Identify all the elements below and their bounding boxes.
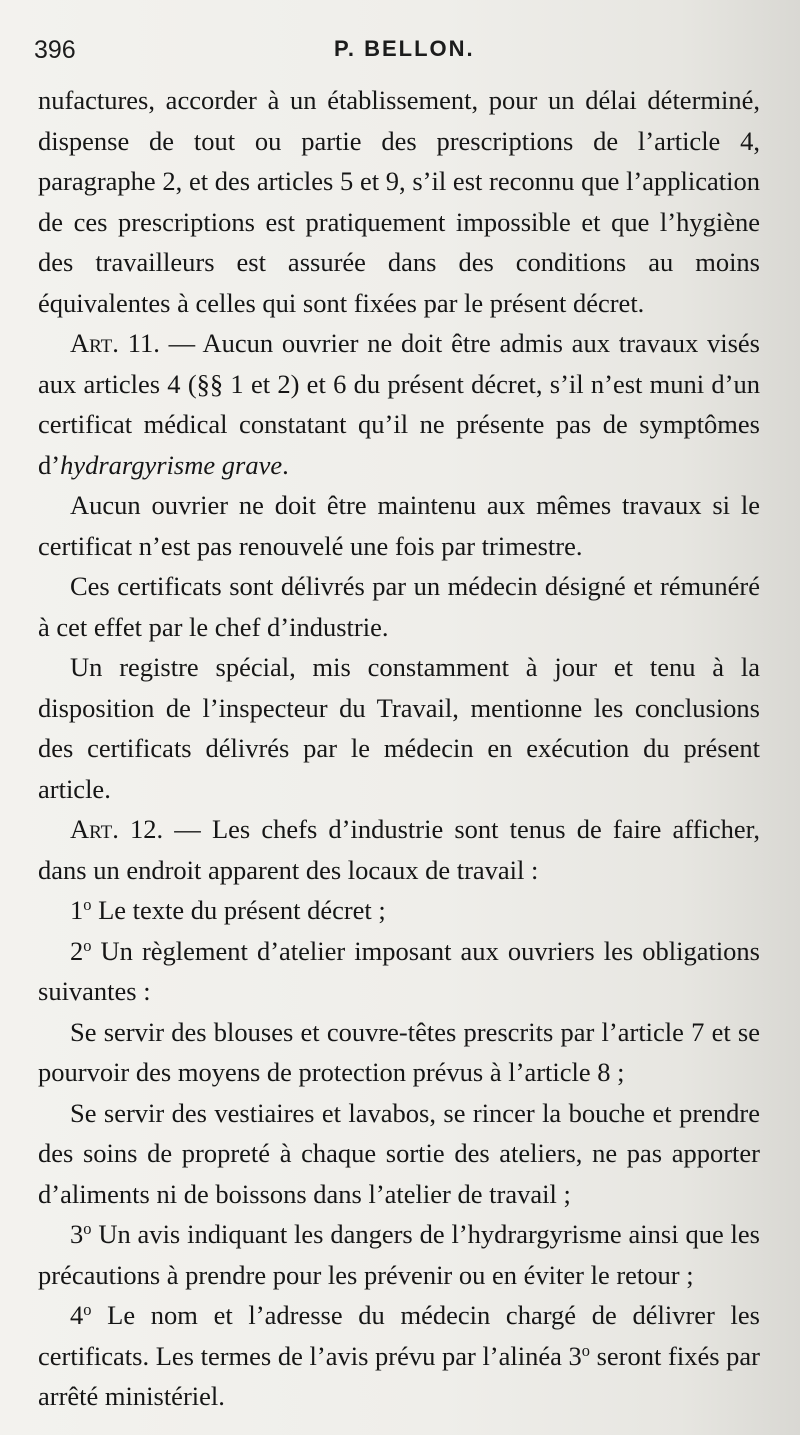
- ordinal-mark: o: [581, 1340, 590, 1360]
- list-item-2: [38, 931, 760, 1012]
- ordinal-mark: o: [83, 935, 92, 955]
- list-item-text: Un avis indiquant les dangers de l’hydrargyrisme ainsi que les précautions à prendre pour les prévenir ou en éviter le retour ;: [38, 1219, 760, 1290]
- list-item-text: Le nom et l’adresse du médecin chargé de délivrer les certificats. Les termes de l’avis prévu par l’alinéa 3: [38, 1300, 760, 1371]
- ordinal-mark: o: [83, 1299, 92, 1319]
- paragraph-blouses: [38, 1012, 760, 1093]
- article-12-label: Art. 12.: [70, 814, 164, 844]
- list-item-number: 2: [70, 935, 84, 966]
- article-11-end: .: [282, 449, 289, 480]
- paragraph-certificates: [38, 566, 760, 647]
- list-item-number: 4: [70, 1300, 84, 1330]
- list-item-end: seront fixés par arrêté ministériel.: [38, 1340, 760, 1411]
- page-number: 396: [34, 36, 76, 64]
- list-item-text: Un règlement d’atelier imposant aux ouvriers les obligations suivantes :: [38, 935, 760, 1006]
- paragraph-text: Se servir des vestiaires et lavabos, se rincer la bouche et prendre des soins de propreté à chaque sortie des ateliers, ne pas apporter d’aliments ni de boissons dans l’atelier de travail ;: [38, 1097, 760, 1209]
- list-item-number: 1: [70, 895, 84, 925]
- paragraph-text: Un registre spécial, mis constamment à jour et tenu à la disposition de l’inspecteur du Travail, mentionne les conclusions des certificats délivrés par le médecin en exécution du présent article.: [38, 652, 760, 804]
- article-11-label: Art. 11.: [70, 328, 160, 358]
- list-item-number: 3: [70, 1219, 84, 1249]
- body-text: [38, 80, 760, 1417]
- paragraph-register: [38, 647, 760, 809]
- running-head: P. BELLON.: [334, 36, 475, 61]
- list-item-3: [38, 1214, 760, 1295]
- list-item-text: Le texte du présent décret ;: [91, 895, 386, 925]
- paragraph-text: Aucun ouvrier ne doit être maintenu aux mêmes travaux si le certificat n’est pas renouvelé une fois par trimestre.: [38, 490, 760, 561]
- paragraph-text: Ces certificats sont délivrés par un médecin désigné et rémunéré à cet effet par le chef d’industrie.: [38, 571, 760, 642]
- article-12-text: — Les chefs d’industrie sont tenus de faire afficher, dans un endroit apparent des locaux de travail :: [38, 814, 760, 885]
- ordinal-mark: o: [83, 894, 92, 914]
- paragraph-text: Se servir des blouses et couvre-têtes prescrits par l’article 7 et se pourvoir des moyens de protection prévus à l’article 8 ;: [38, 1016, 760, 1087]
- article-11-text: — Aucun ouvrier ne doit être admis aux travaux visés aux articles 4 (§§ 1 et 2) et 6 du présent décret, s’il n’est muni d’un certificat médical constatant qu’il ne présente pas de symptômes d’: [38, 328, 760, 480]
- page-header: [34, 36, 764, 76]
- list-item-1: [38, 890, 760, 931]
- ordinal-mark: o: [83, 1218, 92, 1238]
- paragraph-renewal: [38, 485, 760, 566]
- paragraph-vestiaires: [38, 1093, 760, 1215]
- list-item-4: [38, 1295, 760, 1417]
- paragraph-continuation: [38, 80, 760, 323]
- article-12-paragraph: [38, 809, 760, 890]
- paragraph-text: nufactures, accorder à un établissement, pour un délai déterminé, dispense de tout ou partie des prescriptions de l’article 4, paragraphe 2, et des articles 5 et 9, s’il est reconnu que l’application de ces prescriptions est pratiquement impossible et que l’hygiène des travailleurs est assurée dans des conditions au moins équivalentes à celles qui sont fixées par le présent décret.: [38, 85, 760, 318]
- article-11-italic-term: hydrargyrisme grave: [60, 449, 283, 480]
- article-11-paragraph: [38, 323, 760, 485]
